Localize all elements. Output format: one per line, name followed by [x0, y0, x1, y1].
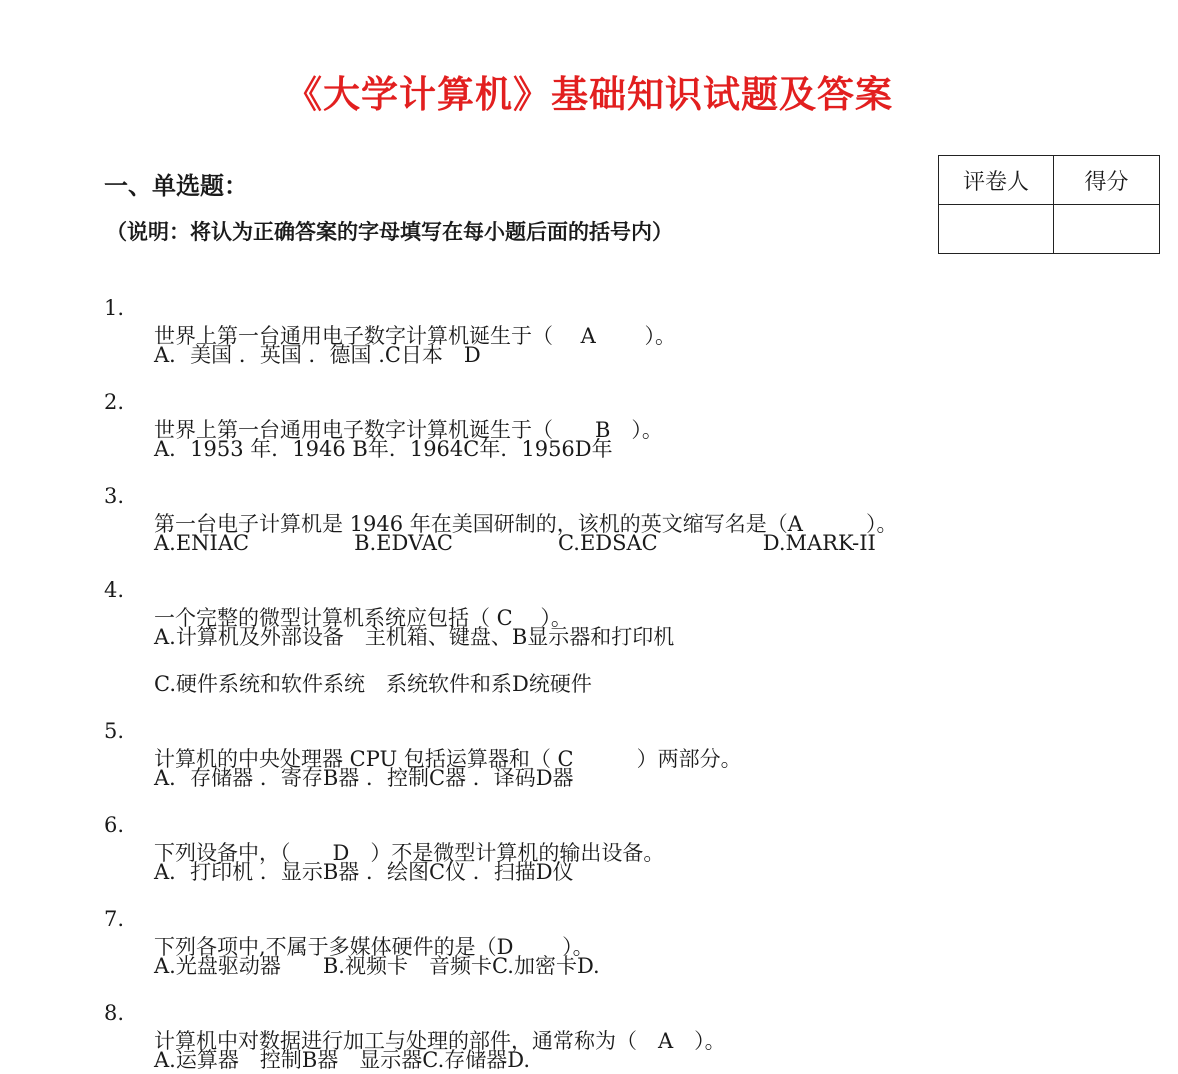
question-text: 计算机中对数据进行加工与处理的部件，通常称为（ A ）。 [154, 1029, 726, 1053]
document-title: 《大学计算机》基础知识试题及答案 [285, 73, 893, 116]
question-number: 3. [104, 484, 125, 508]
option-line: A．存储器 ．寄存B器 ．控制C器 ．译码D器 [154, 766, 574, 790]
question-text: 一个完整的微型计算机系统应包括（ C ）。 [154, 606, 572, 630]
option-line: A.光盘驱动器 B.视频卡 音频卡C.加密卡D. [154, 954, 600, 978]
option-line: A．打印机 ．显示B器 ．绘图C仪 ．扫描D仪 [154, 860, 574, 884]
option-line: A．美国 ．英国 ．德国 .C日本 D [154, 343, 481, 367]
question-text: 下列设备中，（ D ）不是微型计算机的输出设备。 [154, 841, 665, 865]
option-line: A.计算机及外部设备 主机箱、键盘、B显示器和打印机 [154, 625, 675, 649]
section-heading: 一、单选题： [104, 172, 248, 200]
score-header: 得分 [1054, 156, 1160, 205]
grader-cell [939, 205, 1054, 254]
option-line: C.硬件系统和软件系统 系统软件和系D统硬件 [154, 672, 592, 696]
question-text: 第一台电子计算机是 1946 年在美国研制的，该机的英文缩写名是（A ）。 [154, 512, 898, 536]
question-number: 8. [104, 1001, 125, 1025]
question-number: 5. [104, 719, 125, 743]
question-number: 2. [104, 390, 125, 414]
question-number: 1. [104, 296, 125, 320]
score-cell [1054, 205, 1160, 254]
question-text: 计算机的中央处理器 CPU 包括运算器和（ C ）两部分。 [154, 747, 742, 771]
question-text: 世界上第一台通用电子数字计算机诞生于（ B ）。 [154, 418, 663, 442]
question-number: 6. [104, 813, 125, 837]
question-number: 7. [104, 907, 125, 931]
option-line: A.ENIAC B.EDVAC C.EDSAC D.MARK-II [154, 531, 876, 555]
question-text: 世界上第一台通用电子数字计算机诞生于（ A ）。 [154, 324, 677, 348]
grader-header: 评卷人 [939, 156, 1054, 205]
instruction-note: （说明：将认为正确答案的字母填写在每小题后面的括号内） [106, 220, 673, 244]
option-line: A．1953 年．1946 B年．1964C年．1956D年 [154, 437, 613, 461]
question-text: 下列各项中,不属于多媒体硬件的是（D ）。 [154, 935, 594, 959]
question-number: 4. [104, 578, 125, 602]
option-line: A.运算器 控制B器 显示器C.存储器D. [154, 1048, 531, 1072]
score-table [938, 155, 1160, 254]
